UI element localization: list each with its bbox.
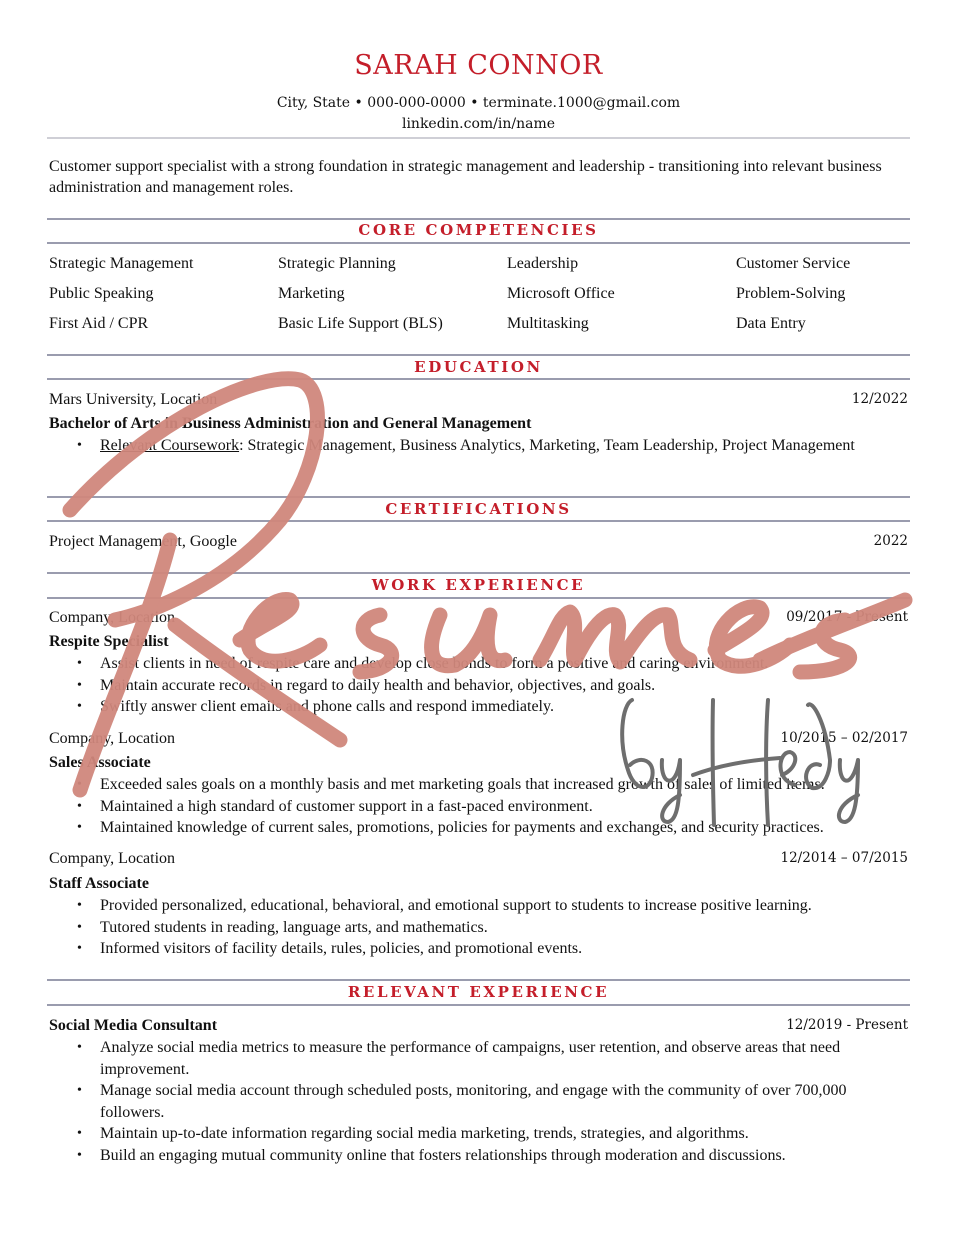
job-bullet: • Maintained a high standard of customer support in a fast-paced environment. — [49, 796, 911, 818]
job-bullets — [49, 895, 911, 960]
section-title-relevant-experience: RELEVANT EXPERIENCE — [347, 983, 610, 1001]
competency-item: Basic Life Support (BLS) — [278, 315, 443, 332]
competency-item: First Aid / CPR — [49, 315, 149, 332]
school-name: Mars University, Location — [49, 391, 218, 408]
job-bullet: • Exceeded sales goals on a monthly basis and met marketing goals that increased growth of sales of limited items. — [49, 774, 911, 796]
competency-item: Microsoft Office — [507, 285, 615, 302]
company-location: Company, Location — [49, 850, 176, 867]
job-header-row — [49, 607, 908, 628]
job-bullets — [49, 774, 911, 839]
section-divider — [47, 378, 910, 380]
job-title: Respite Specialist — [49, 633, 169, 650]
section-title-certifications: CERTIFICATIONS — [385, 500, 572, 518]
competency-item: Data Entry — [736, 315, 806, 332]
degree-title: Bachelor of Arts in Business Administration and General Management — [49, 415, 532, 432]
job-header-row — [49, 728, 908, 749]
header-divider — [47, 137, 910, 139]
job-bullet: • Provided personalized, educational, behavioral, and emotional support to students to increase positive learning. — [49, 895, 911, 917]
coursework-text: : Strategic Management, Business Analytics, Marketing, Team Leadership, Project Management — [239, 437, 855, 454]
job-bullets — [49, 653, 911, 718]
section-title-core-competencies: CORE COMPETENCIES — [358, 221, 599, 239]
competency-item: Marketing — [278, 285, 345, 302]
competencies-grid — [49, 253, 909, 334]
section-divider — [47, 597, 910, 599]
job-dates: 12/2014 – 07/2015 — [780, 850, 908, 866]
graduation-date: 12/2022 — [851, 391, 908, 407]
competency-item: Customer Service — [736, 255, 851, 272]
coursework-item — [49, 435, 911, 457]
certification-name: Project Management, Google — [49, 533, 237, 550]
certification-date: 2022 — [873, 533, 908, 549]
job-title-row — [49, 752, 908, 773]
job-bullet: • Maintained knowledge of current sales, promotions, policies for payments and exchanges, and security practices. — [49, 817, 911, 839]
section-divider — [47, 354, 910, 356]
contact-info: City, State • 000-000-0000 • terminate.1000@gmail.com — [276, 95, 681, 111]
company-location: Company, Location — [49, 609, 176, 626]
professional-summary: Customer support specialist with a strong foundation in strategic management and leadership - transitioning into relevant business administration and management roles. — [49, 158, 882, 196]
job-bullet: • Assist clients in need of respite care and develop close bonds to form a positive and caring environment. — [49, 653, 911, 675]
job-title: Staff Associate — [49, 875, 149, 892]
relevant-dates: 12/2019 - Present — [786, 1017, 908, 1033]
job-bullet: • Swiftly answer client emails and phone calls and respond immediately. — [49, 696, 911, 718]
relevant-bullet: • Manage social media account through scheduled posts, monitoring, and engage with the community of over 700,000 followers. — [49, 1080, 911, 1123]
relevant-header-row — [49, 1015, 908, 1036]
section-title-education: EDUCATION — [414, 358, 543, 376]
company-location: Company, Location — [49, 730, 176, 747]
relevant-bullet: • Analyze social media metrics to measure the performance of campaigns, user retention, and observe areas that need improvement. — [49, 1037, 911, 1080]
job-title-row — [49, 631, 908, 652]
job-bullet: • Maintain accurate records in regard to daily health and behavior, objectives, and goals. — [49, 675, 911, 697]
section-divider — [47, 218, 910, 220]
relevant-bullet: • Build an engaging mutual community online that fosters relationships through moderation and discussions. — [49, 1145, 911, 1167]
section-divider — [47, 1004, 910, 1006]
job-dates: 09/2017 - Present — [786, 609, 908, 625]
competency-item: Public Speaking — [49, 285, 154, 302]
competency-item: Strategic Management — [49, 255, 194, 272]
degree-row — [49, 413, 908, 434]
job-title-row — [49, 873, 908, 894]
competency-item: Strategic Planning — [278, 255, 396, 272]
relevant-bullets — [49, 1037, 911, 1166]
section-divider — [47, 979, 910, 981]
competency-item: Leadership — [507, 255, 579, 272]
candidate-name: SARAH CONNOR — [354, 50, 603, 81]
job-title: Sales Associate — [49, 754, 151, 771]
job-dates: 10/2015 – 02/2017 — [780, 730, 908, 746]
relevant-role: Social Media Consultant — [49, 1017, 218, 1034]
education-header-row — [49, 389, 908, 410]
competency-item: Multitasking — [507, 315, 589, 332]
job-header-row — [49, 848, 908, 869]
competency-item: Problem-Solving — [736, 285, 846, 302]
relevant-bullet: • Maintain up-to-date information regarding social media marketing, trends, strategies, and algorithms. — [49, 1123, 911, 1145]
section-divider — [47, 520, 910, 522]
job-bullet: • Informed visitors of facility details, rules, policies, and promotional events. — [49, 938, 911, 960]
coursework-list — [49, 435, 911, 457]
section-divider — [47, 496, 910, 498]
linkedin-url: linkedin.com/in/name — [401, 116, 556, 132]
section-title-work-experience: WORK EXPERIENCE — [371, 576, 586, 594]
coursework-label: Relevant Coursework — [100, 437, 240, 454]
section-divider — [47, 242, 910, 244]
certification-row — [49, 531, 908, 552]
job-bullet: • Tutored students in reading, language arts, and mathematics. — [49, 917, 911, 939]
section-divider — [47, 572, 910, 574]
